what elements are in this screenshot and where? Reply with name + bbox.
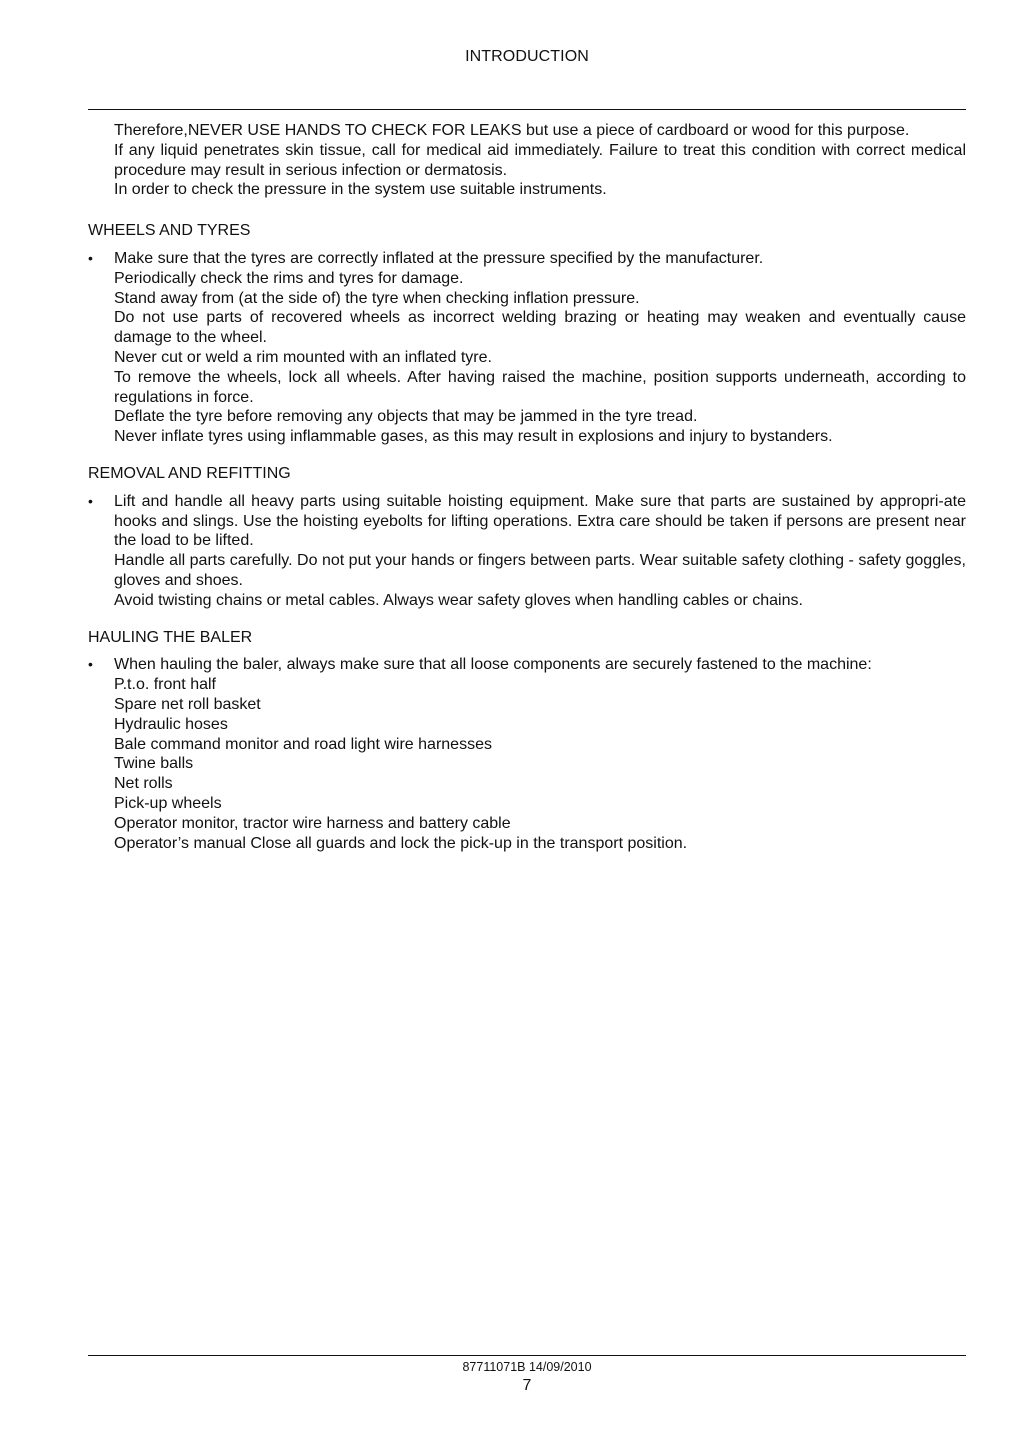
footer-rule — [88, 1355, 966, 1356]
bullet-marker: • — [88, 656, 93, 673]
page-content — [88, 121, 966, 853]
section-body-removal-and-refitting — [88, 492, 966, 611]
text-line: When hauling the baler, always make sure that all loose components are securely fastened to the machine: — [114, 656, 872, 674]
section-heading-hauling-the-baler: HAULING THE BALER — [88, 628, 253, 646]
text-line: Periodically check the rims and tyres for damage. — [114, 269, 464, 287]
list-item: Hydraulic hoses — [114, 715, 228, 733]
list-item: Operator monitor, tractor wire harness and battery cable — [114, 814, 511, 832]
text-line: Do not use parts of recovered wheels as incorrect welding brazing or heating may weaken and eventually cause damage to the wheel. — [114, 309, 966, 347]
text-line: Never inflate tyres using inflammable gases, as this may result in explosions and injury to bystanders. — [114, 428, 833, 446]
page-number: 7 — [522, 1377, 532, 1394]
list-item: Operator’s manual Close all guards and lock the pick-up in the transport position. — [114, 834, 688, 852]
list-item: Pick-up wheels — [114, 794, 222, 812]
intro-line: In order to check the pressure in the system use suitable instruments. — [114, 181, 607, 199]
section-heading-wheels-and-tyres: WHEELS AND TYRES — [88, 222, 251, 240]
text-line: Stand away from (at the side of) the tyre when checking inflation pressure. — [114, 289, 640, 307]
bullet-marker: • — [88, 249, 93, 266]
intro-line: Therefore,NEVER USE HANDS TO CHECK FOR LEAKS but use a piece of cardboard or wood for this purpose. — [114, 122, 910, 139]
list-item: P.t.o. front half — [114, 676, 216, 694]
section-heading-removal-and-refitting: REMOVAL AND REFITTING — [88, 464, 291, 482]
list-item: Bale command monitor and road light wire harnesses — [114, 735, 492, 753]
header-rule — [88, 109, 966, 110]
list-item: Spare net roll basket — [114, 695, 261, 713]
section-body-wheels-and-tyres — [88, 249, 966, 447]
text-line: To remove the wheels, lock all wheels. After having raised the machine, position supports underneath, according to regulations in force. — [114, 368, 966, 406]
text-line: Avoid twisting chains or metal cables. Always wear safety gloves when handling cables or chains. — [114, 591, 803, 609]
intro-line: If any liquid penetrates skin tissue, call for medical aid immediately. Failure to treat this condition with correct medical procedure may result in serious infection or dermatosis. — [114, 141, 966, 179]
list-item: Twine balls — [114, 755, 194, 773]
text-line: Never cut or weld a rim mounted with an inflated tyre. — [114, 348, 492, 366]
text-line: Handle all parts carefully. Do not put your hands or fingers between parts. Wear suitable safety clothing - safety goggles, gloves and shoes. — [114, 552, 966, 589]
text-line: Lift and handle all heavy parts using suitable hoisting equipment. Make sure that parts are sustained by appropri-ate hooks and slings. Use the hoisting eyebolts for lifting operations. Extra care should be taken if persons are present near the load to be lifted. — [114, 492, 966, 550]
section-body-hauling-the-baler — [88, 655, 966, 853]
list-item: Net rolls — [114, 775, 173, 793]
document-code: 87711071B 14/09/2010 — [462, 1360, 592, 1374]
intro-paragraph — [114, 121, 966, 200]
bullet-marker: • — [88, 492, 93, 509]
text-line: Deflate the tyre before removing any objects that may be jammed in the tyre tread. — [114, 408, 698, 426]
page-header-title: INTRODUCTION — [465, 48, 589, 65]
text-line: Make sure that the tyres are correctly inflated at the pressure specified by the manufacturer. — [114, 249, 764, 267]
